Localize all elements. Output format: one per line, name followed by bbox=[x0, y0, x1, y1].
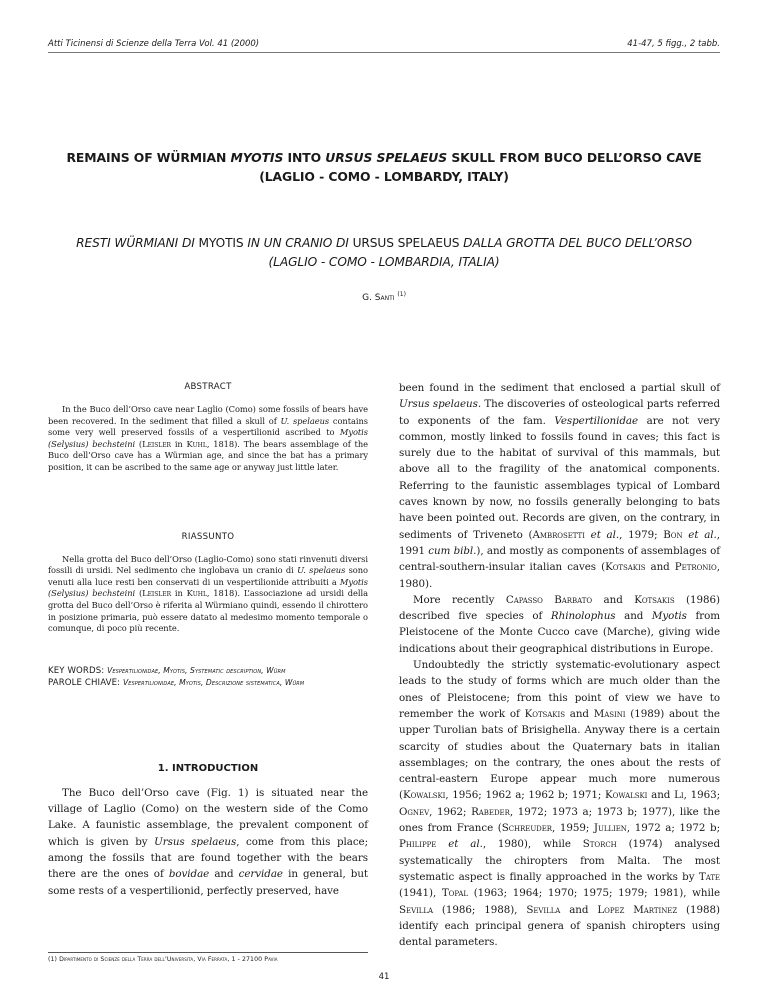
left-column bbox=[48, 382, 368, 899]
body-paragraph-3: Undoubtedly the strictly systematic-evolutionary aspect leads to the study of forms which are much older than the ones of Pleistocene; from this point of view we have to remember the work of Kotsakis and Masini (1989) about the upper Turolian bats of Brisighella. Anyway there is a certain scarcity of studies about the Quaternary bats in italian assemblages; on the contrary, the ones about the rests of central-eastern Europe appear much more numerous (Kowalski, 1956; 1962 a; 1962 b; 1971; Kowalski and Li, 1963; Ognev, 1962; Rabeder, 1972; 1973 a; 1973 b; 1977), like the ones from France (Schreuder, 1959; Jullien, 1972 a; 1972 b; Philippe et al., 1980), while Storch (1974) analysed systematically the chiropters from Malta. The most systematic aspect is finally approached in the works by Tate (1941), Topal (1963; 1964; 1970; 1975; 1979; 1981), while Sevilla (1986; 1988), Sevilla and Lopez Martinez (1988) identify each principal genera of spanish chiropters using dental parameters. bbox=[399, 659, 721, 949]
title-english: REMAINS OF WÜRMIAN MYOTIS INTO URSUS SPELAEUS SKULL FROM BUCO DELL’ORSO CAVE (LAGLIO - COMO - LOMBARDY, ITALY) bbox=[66, 150, 702, 184]
journal-citation: Atti Ticinensi di Scienze della Terra Vol. 41 (2000) bbox=[48, 39, 260, 49]
introduction-heading: 1. INTRODUCTION bbox=[157, 762, 259, 774]
riassunto-heading: RIASSUNTO bbox=[181, 531, 235, 542]
footnote-divider bbox=[48, 952, 368, 953]
title-italian: RESTI WÜRMIANI DI MYOTIS IN UN CRANIO DI URSUS SPELAEUS DALLA GROTTA DEL BUCO DELL’ORSO (LAGLIO - COMO - LOMBARDIA, ITALIA) bbox=[76, 236, 692, 269]
body-paragraph-1: been found in the sediment that enclosed a partial skull of Ursus spelaeus. The discoveries of osteological parts referred to exponents of the fam. Vespertilionidae are not very common, mostly linked to fossils found in caves; this fact is surely due to the habitat of survival of this mammals, but above all to the fragility of the anatomical components. Referring to the faunistic assemblages typical of Lombard caves known by now, no fossils generally belonging to bats have been pointed out. Records are given, on the contrary, in sediments of Triveneto (Ambrosetti et al., 1979; Bon et al., 1991 cum bibl.), and mostly as components of assemblages of central-southern-insular italian caves (Kotsakis and Petronio, 1980). bbox=[399, 382, 720, 590]
author-line bbox=[0, 291, 768, 303]
keywords-italian: PAROLE CHIAVE: Vespertilionidae, Myotis, Descrizione sistematica, Würm bbox=[48, 677, 305, 688]
body-paragraph-2: More recently Capasso Barbato and Kotsakis (1986) described five species of Rhinolophus and Myotis from Pleistocene of the Monte Cucco cave (Marche), giving wide indications about their geographical distributions in Europe. bbox=[399, 593, 720, 655]
author-name: G. Santi bbox=[362, 293, 395, 303]
keywords-block bbox=[48, 665, 368, 689]
riassunto-text: Nella grotta del Buco dell’Orso (Laglio-Como) sono stati rinvenuti diversi fossili di ursidi. Nel sedimento che inglobava un cranio di U. spelaeus sono venuti alla luce resti ben conservati di un vespertilionide attribuiti a Myotis (Selysius) bechsteini (Leisler in Kuhl, 1818). L’associazione ad ursidi della grotta del Buco dell’Orso è riferita al Würmiano quindi, essendo il chirottero in posizione primaria, può essere datato al medesimo momento temporale o comunque, di poco più recente. bbox=[48, 553, 369, 634]
affiliation-footnote: (1) Dipartimento di Scienze della Terra dell’Universita, Via Ferrata, 1 - 27100 Pavia bbox=[48, 956, 278, 963]
keywords-english: KEY WORDS: Vespertilionidae, Myotis, Systematic description, Würm bbox=[48, 665, 286, 676]
running-header bbox=[48, 36, 720, 53]
abstract-text: In the Buco dell’Orso cave near Laglio (Como) some fossils of bears have been recovered. In the sediment that filled a skull of U. spelaeus contains some very well preserved fossils of a vespertilionid ascribed to Myotis (Selysius) bechsteini (Leisler in Kuhl, 1818). The bears assemblage of the Buco dell’Orso cave has a Würmian age, and since the bat has a primary position, it can be ascribed to the same age or anyway just little later. bbox=[48, 404, 369, 472]
introduction-paragraph: The Buco dell’Orso cave (Fig. 1) is situated near the village of Laglio (Como) on the western side of the Como Lake. A faunistic assemblage, the prevalent component of which is given by Ursus spelaeus, come from this place; among the fossils that are found together with the bears there are the ones of bovidae and cervidae in general, but some rests of a vespertilionid, perfectly preserved, have bbox=[48, 786, 368, 897]
page-range: 41-47, 5 figg., 2 tabb. bbox=[627, 39, 720, 49]
right-column bbox=[399, 380, 720, 950]
abstract-heading: ABSTRACT bbox=[184, 382, 232, 392]
page-number: 41 bbox=[378, 972, 390, 982]
author-affiliation-marker: (1) bbox=[397, 291, 406, 298]
